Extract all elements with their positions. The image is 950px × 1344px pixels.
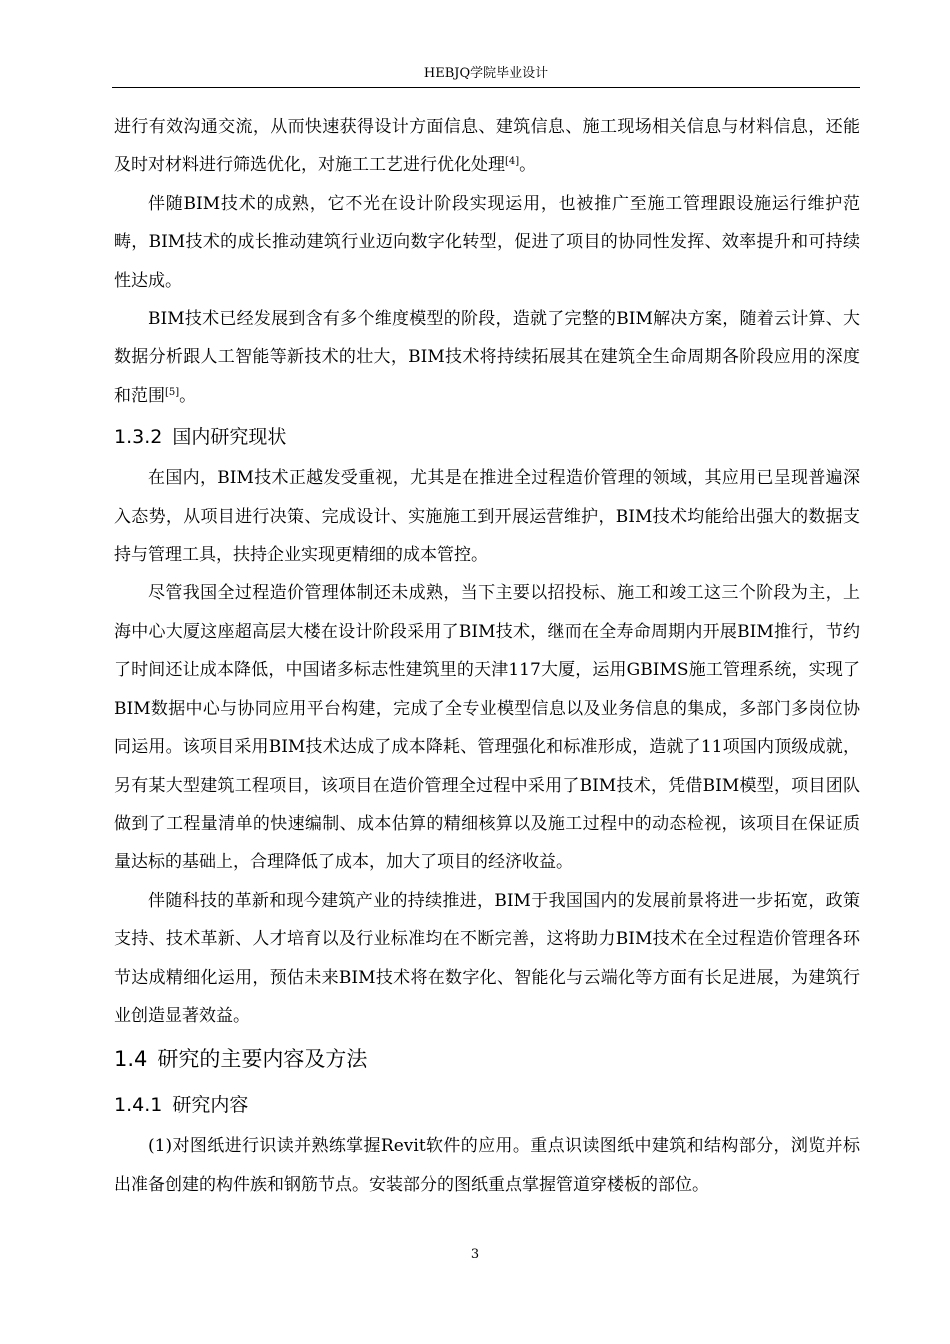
page-number: 3 (470, 1247, 480, 1262)
paragraph-research-content-1: (1)对图纸进行识读并熟练掌握Revit软件的应用。重点识读图纸中建筑和结构部分，浏览并标出准备创建的构件族和钢筋节点。安装部分的图纸重点掌握管道穿楼板的部位。 (114, 1136, 860, 1195)
heading-1-4-1 (114, 1083, 860, 1127)
paragraph-bim-dimensions (114, 300, 860, 415)
heading-title: 研究内容 (172, 1094, 249, 1117)
paragraph-continued (114, 108, 860, 185)
page-body (114, 108, 860, 1204)
heading-1-4 (114, 1035, 860, 1083)
heading-number: 1.3.2 (114, 426, 163, 449)
paragraph-bim-maturity: 伴随BIM技术的成熟，它不光在设计阶段实现运用，也被推广至施工管理跟设施运行维护范畴，BIM技术的成长推动建筑行业迈向数字化转型，促进了项目的协同性发挥、效率提升和可持续性达成。 (114, 193, 860, 291)
heading-title: 研究的主要内容及方法 (157, 1047, 368, 1072)
paragraph-text: 进行有效沟通交流，从而快速获得设计方面信息、建筑信息、施工现场相关信息与材料信息，还能及时对材料进行筛选优化，对施工工艺进行优化处理 (114, 117, 860, 176)
paragraph-domestic-outlook: 伴随科技的革新和现今建筑产业的持续推进，BIM于我国国内的发展前景将进一步拓宽，政策支持、技术革新、人才培育以及行业标准均在不断完善，这将助力BIM技术在全过程造价管理各环节达成精细化运用，预估未来BIM技术将在数字化、智能化与云端化等方面有长足进展，为建筑行业创造显著效益。 (114, 890, 860, 1026)
heading-1-3-2 (114, 415, 860, 459)
paragraph-domestic-status: 在国内，BIM技术正越发受重视，尤其是在推进全过程造价管理的领域，其应用已呈现普遍深入态势，从项目进行决策、完成设计、实施施工到开展运营维护，BIM技术均能给出强大的数据支持与管理工具，扶持企业实现更精细的成本管控。 (114, 468, 860, 566)
citation: [4] (505, 156, 520, 168)
citation: [5] (165, 386, 180, 398)
heading-title: 国内研究现状 (172, 426, 287, 449)
heading-number: 1.4 (114, 1047, 148, 1072)
header-rule (112, 87, 860, 88)
page-header: HEBJQ学院毕业设计 (423, 66, 549, 81)
paragraph-domestic-cases: 尽管我国全过程造价管理体制还未成熟，当下主要以招投标、施工和竣工这三个阶段为主，上海中心大厦这座超高层大楼在设计阶段采用了BIM技术，继而在全寿命周期内开展BIM推行，节约了时间还让成本降低，中国诸多标志性建筑里的天津117大厦，运用GBIMS施工管理系统，实现了BIM数据中心与协同应用平台构建，完成了全专业模型信息以及业务信息的集成，多部门多岗位协同运用。该项目采用BIM技术达成了成本降耗、管理强化和标准形成，造就了11项国内顶级成就，另有某大型建筑工程项目，该项目在造价管理全过程中采用了BIM技术，凭借BIM模型，项目团队做到了工程量清单的快速编制、成本估算的精细核算以及施工过程中的动态检视，该项目在保证质量达标的基础上，合理降低了成本，加大了项目的经济收益。 (114, 583, 860, 873)
heading-number: 1.4.1 (114, 1094, 163, 1117)
paragraph-text: BIM技术已经发展到含有多个维度模型的阶段，造就了完整的BIM解决方案，随着云计算、大数据分析跟人工智能等新技术的壮大，BIM技术将持续拓展其在建筑全生命周期各阶段应用的深度和范围 (114, 309, 860, 406)
paragraph-tail: 。 (519, 155, 537, 176)
paragraph-tail: 。 (179, 385, 197, 406)
